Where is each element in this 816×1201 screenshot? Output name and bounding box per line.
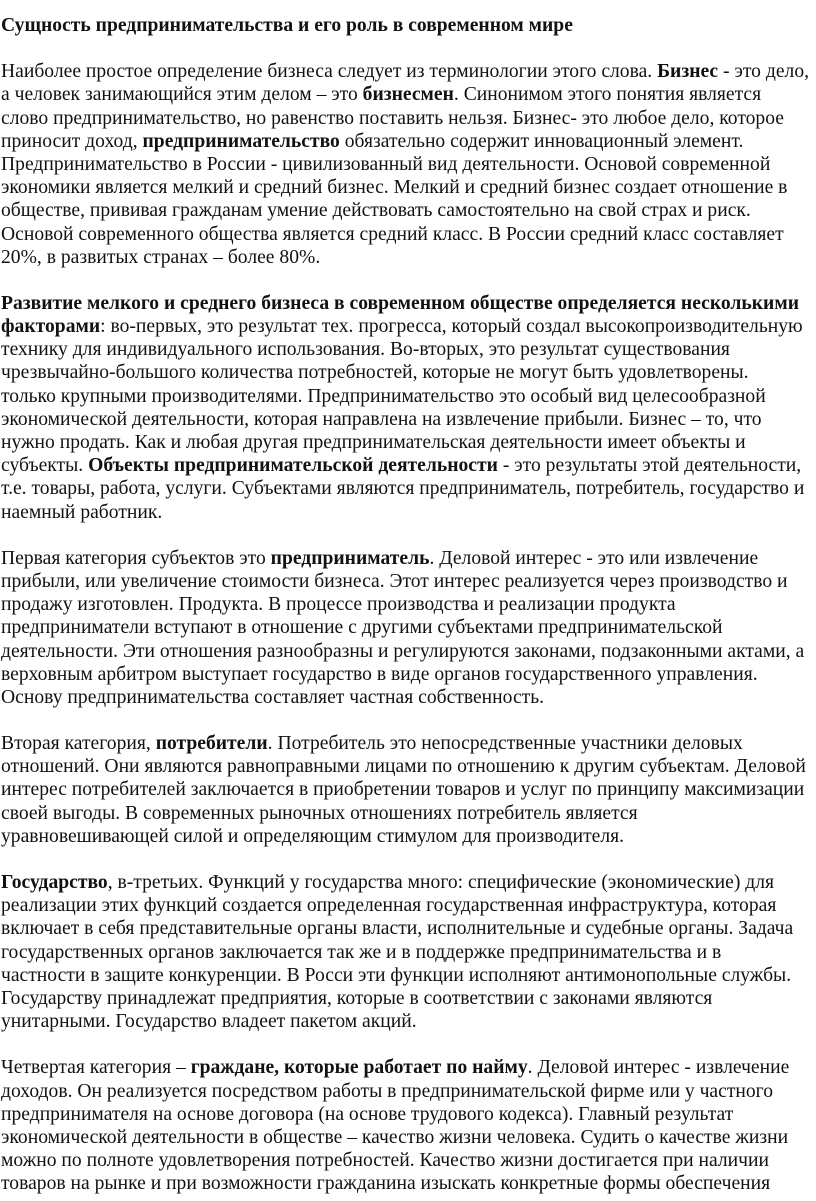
text-run: : во-первых, это результат тех. прогресса, который создал высокопроизводительную (100, 316, 803, 338)
text-line (1, 454, 816, 477)
text-line: продажу изготовлен. Продукта. В процессе производства и реализации продукта (1, 594, 676, 616)
text-line: технику для индивидуального использования. Во-вторых, это результат существования (1, 339, 730, 361)
text-line: только крупными производителями. Предпринимательство это особый вид целесообразной (1, 385, 766, 407)
bold-term: граждане, которые работает по найму (190, 1057, 528, 1079)
text-line (1, 315, 816, 338)
text-run: Вторая категория, (1, 733, 156, 755)
text-line: прибыли, или увеличение стоимости бизнеса. Этот интерес реализуется через производство и (1, 570, 788, 592)
text-line: нужно продать. Как и любая другая предпринимательская деятельности имеет объекты и (1, 432, 746, 454)
paragraph-entrepreneur (1, 547, 816, 709)
text-line: Государству принадлежат предприятия, которые в соответствии с законами являются (1, 987, 713, 1009)
text-run: - это результаты этой деятельности, (497, 455, 802, 477)
bold-term: Бизнес (657, 61, 719, 83)
text-line (1, 292, 816, 315)
document-title: Сущность предпринимательства и его роль в современном мире (1, 15, 573, 36)
text-line: экономической деятельности в обществе – качество жизни человека. Судить о качестве жизни (1, 1126, 789, 1148)
paragraph-small-business-factors (1, 292, 816, 524)
text-line: интерес потребителей заключается в приобретении товаров и услуг по принципу максимизации (1, 779, 805, 801)
bold-term: предпринимательство (142, 130, 340, 152)
text-run: - это дело, (718, 61, 810, 83)
text-run: субъекты. (1, 455, 89, 477)
text-line: Предпринимательство в России - цивилизованный вид деятельности. Основой современной (1, 153, 771, 175)
text-line: деятельности. Эти отношения разнообразны и регулируются законами, подзаконными актами, а (1, 640, 805, 662)
text-line: Основой современного общества является средний класс. В России средний класс составляет (1, 223, 784, 245)
text-line: уравновешивающей силой и определяющим стимулом для производителя. (1, 825, 625, 847)
paragraph-business-definition (1, 60, 816, 269)
text-line (1, 130, 816, 153)
text-line: слово предпринимательство, но равенство поставить нельзя. Бизнес- это любое дело, которое (1, 107, 784, 129)
text-line: экономической деятельности, которая направлена на извлечение прибыли. Бизнес – то, что (1, 408, 762, 430)
text-line: Основу предпринимательства составляет частная собственность. (1, 686, 545, 708)
text-line: государственных органов заключается так же и в поддержке предпринимательства и в (1, 941, 722, 963)
text-line: унитарными. Государство владеет пакетом акций. (1, 1011, 417, 1033)
text-line: включает в себя представительные органы власти, исполнительные и судебные органы. Задача (1, 918, 794, 940)
text-line: частности в защите конкуренции. В Росси эти функции исполняют антимонопольные службы. (1, 964, 792, 986)
text-line: 20%, в развитых странах – более 80%. (1, 246, 321, 268)
bold-term: Государство (1, 872, 108, 894)
text-line: реализации этих функций создается определенная государственная инфраструктура, которая (1, 895, 777, 917)
bold-term: Объекты предпринимательской деятельности (88, 455, 498, 477)
text-line: чрезвычайно-большого количества потребностей, которые не могут быть удовлетворены. (1, 362, 749, 384)
bold-term: предприниматель (270, 547, 430, 569)
text-line (1, 547, 816, 570)
bold-term: бизнесмен (362, 84, 454, 106)
text-line (1, 83, 816, 106)
text-line (1, 60, 816, 83)
text-line: товаров на рынке и при возможности гражданина изыскать конкретные формы обеспечения (1, 1173, 771, 1195)
text-run: обязательно содержит инновационный элемент. (339, 130, 744, 152)
text-line (1, 732, 816, 755)
text-line: обществе, прививая гражданам умение действовать самостоятельно на свой страх и риск. (1, 200, 751, 222)
text-run: Четвертая категория – (1, 1057, 191, 1079)
paragraph-employees (1, 1056, 816, 1195)
text-line (1, 1056, 816, 1079)
text-run: . Синонимом этого понятия является (453, 84, 762, 106)
text-run: Наиболее простое определение бизнеса следует из терминологии этого слова. (1, 61, 658, 83)
text-run: , в-третьих. Функций у государства много: специфические (экономические) для (107, 872, 775, 894)
text-run: а человек занимающийся этим делом – это (1, 84, 363, 106)
text-line: отношений. Они являются равноправными лицами по отношению к другим субъектам. Деловой (1, 756, 806, 778)
text-run: Первая категория субъектов это (1, 547, 271, 569)
text-line: доходов. Он реализуется посредством работы в предпринимательской фирме или у частного (1, 1080, 774, 1102)
text-line: верховным арбитром выступает государство в виде органов государственного управления. (1, 663, 758, 685)
text-run: . Потребитель это непосредственные участники деловых (267, 733, 743, 755)
text-line: своей выгоды. В современных рыночных отношениях потребитель является (1, 802, 638, 824)
text-line (1, 871, 816, 894)
text-line: можно по полноте удовлетворения потребностей. Качество жизни достигается при наличии (1, 1150, 769, 1172)
text-run: . Деловой интерес - извлечение (527, 1057, 790, 1079)
paragraph-consumers (1, 732, 816, 848)
bold-term: факторами (1, 316, 101, 338)
text-line: т.е. товары, работа, услуги. Субъектами являются предприниматель, потребитель, государство и (1, 478, 805, 500)
bold-term: потребители (155, 733, 268, 755)
paragraph-state (1, 871, 816, 1033)
text-line: наемный работник. (1, 501, 163, 523)
bold-term: Развитие мелкого и среднего бизнеса в современном обществе определяется несколькими (1, 292, 799, 314)
text-run: приносит доход, (1, 130, 143, 152)
text-line: предприниматели вступают в отношение с другими субъектами предпринимательской (1, 617, 723, 639)
text-line: экономики является мелкий и средний бизнес. Мелкий и средний бизнес создает отношение в (1, 177, 788, 199)
text-run: . Деловой интерес - это или извлечение (429, 547, 759, 569)
text-line: предпринимателя на основе договора (на основе трудового кодекса). Главный результат (1, 1103, 734, 1125)
